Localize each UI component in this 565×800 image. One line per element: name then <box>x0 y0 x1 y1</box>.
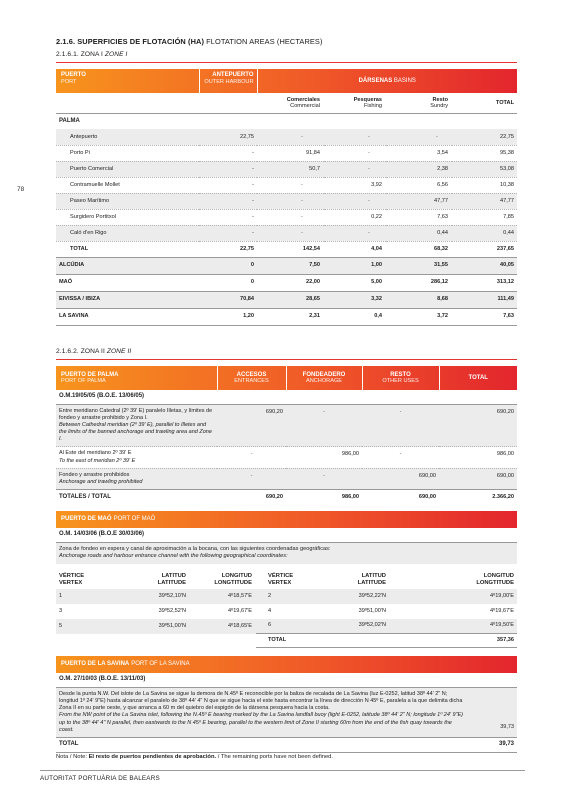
zone2-row-res: 690,00 <box>362 468 439 489</box>
mao-h-lon-r-es: LONGITUD <box>483 572 514 579</box>
footnote <box>56 754 333 761</box>
z2-total-fon: 986,00 <box>341 494 359 501</box>
header-ante: ANTEPUERTO <box>212 72 254 79</box>
mao-vertex-right: 2 <box>268 592 272 599</box>
h-accesos <box>217 366 286 390</box>
palma-row-com: - <box>257 193 324 209</box>
port-row-com: 22,00 <box>306 279 320 286</box>
footer-divider <box>40 770 525 771</box>
port-row-pes: 3,32 <box>371 296 382 303</box>
palma-om-row <box>56 390 517 404</box>
z2-total-label: TOTALES / TOTAL <box>59 493 111 500</box>
palma-row <box>56 129 517 145</box>
palma-row <box>56 225 517 241</box>
mao-total-label: TOTAL <box>256 634 447 648</box>
zone2-palma-row <box>56 447 517 468</box>
subheader-com-en: Commercial <box>290 103 320 110</box>
palma-row-total: 47,77 <box>452 193 517 209</box>
palma-total-ante: 22,75 <box>240 245 254 252</box>
palma-row-pes: - <box>324 225 386 241</box>
header-darsenas: DÁRSENAS <box>358 78 393 85</box>
mao-h-lon-l <box>186 571 256 589</box>
palma-row-name: Contramuelle Mollet <box>56 177 199 193</box>
mao-h-lon-r-en: LONGTITUDE <box>476 579 514 586</box>
port-row-total: 111,49 <box>497 296 514 303</box>
palma-row-name: Porto Pi <box>56 145 199 161</box>
port-row <box>56 291 517 308</box>
note-label: Nota / Note: <box>56 754 87 760</box>
mao-lat-left: 39º52,52'N <box>158 607 186 614</box>
zone2-row-acc: - <box>217 447 286 468</box>
savina-total-label: TOTAL <box>59 741 79 748</box>
mao-vertex-left: 5 <box>59 622 63 629</box>
savina-value: 39,73 <box>500 723 514 730</box>
palma-row-total: 53,08 <box>452 161 517 177</box>
palma-row-total: 95,38 <box>452 145 517 161</box>
mao-h-lat-l-en: LATITUDE <box>157 579 186 586</box>
zone2-palma-total-row <box>56 489 517 505</box>
zone1-table <box>56 69 517 326</box>
port-row <box>56 274 517 291</box>
zone1-header-ante <box>199 69 257 93</box>
palma-row-res: 2,38 <box>386 161 452 177</box>
mao-h-vertex-l-en: VERTEX <box>59 579 83 586</box>
palma-total-com: 142,54 <box>302 245 320 252</box>
palma-row-name: Paseo Marítimo <box>56 193 199 209</box>
section-code: 2.1.6. <box>56 37 76 46</box>
port-row-name: LA SAVINA <box>59 313 89 320</box>
header-puerto: PUERTO <box>61 72 86 79</box>
zone2-title <box>56 348 517 356</box>
mao-coord-row <box>56 589 517 604</box>
palma-row-total: 22,75 <box>452 129 517 145</box>
mao-total-row <box>56 634 517 648</box>
zone2-title-es: 2.1.6.2. ZONA II <box>56 347 105 355</box>
savina-total-value: 39,73 <box>498 741 514 748</box>
zone1-title <box>56 51 517 59</box>
h-fondeadero <box>286 366 362 390</box>
mao-coord-row <box>56 619 517 634</box>
mao-h-vertex-r-es: VÉRTICE <box>268 572 294 579</box>
mao-h-vertex-r <box>256 571 316 589</box>
zone2-palma-row-desc <box>56 404 217 447</box>
mao-om: O.M. 14/03/06 (B.O.E 30/03/06) <box>56 528 517 543</box>
port-row-com: 28,65 <box>306 296 320 303</box>
mao-lat-right: 39º51,00'N <box>358 607 386 614</box>
mao-title-en: PORT OF MAÓ <box>113 516 156 523</box>
zone2-palma-header <box>56 366 517 390</box>
palma-row-com: - <box>257 209 324 225</box>
savina-header-bar <box>56 656 517 673</box>
mao-vertex-left: 3 <box>59 607 63 614</box>
palma-row-ante: - <box>199 193 257 209</box>
palma-row-com: 91,84 <box>257 145 324 161</box>
note-en: / The remaining ports have not been defined. <box>217 754 334 760</box>
row-desc-en: To the east of meridian 2º 39' E <box>59 457 136 464</box>
palma-row <box>56 209 517 225</box>
palma-label: PALMA <box>59 117 80 124</box>
h-port-palma-es: PUERTO DE PALMA <box>61 371 119 378</box>
savina-desc-es: Desde la punta N.W. Del islote de La Savina se sigue la demora de N.45º E reconocible por la baliza de recalada de La Savina (luz E-0252, latitud 38º 44' 2" N; longitud 1º 24' 9"E) hasta alcanzar el paralelo de 38º 44' 4" N que se sigue hacia el este hasta encontrar la línea de dirección N 45º E, paralela a la que delimita dicha Zona II en su parte oeste, y que arranca a 60 m del quiebro del espigón de la dársena pesquera hacia la costa. <box>59 690 463 712</box>
palma-row-com: - <box>257 129 324 145</box>
mao-h-lat-r <box>316 571 386 589</box>
subheader-res-en: Sundry <box>430 103 448 110</box>
zone2-rule <box>56 359 517 360</box>
mao-h-lat-l-es: LATITUD <box>161 572 186 579</box>
zone2-palma-rows <box>56 404 517 489</box>
mao-lon-left: 4º19,67'E <box>228 607 252 614</box>
palma-row-pes: 0,22 <box>324 209 386 225</box>
port-row-ante: 70,84 <box>240 296 254 303</box>
zone1-header-port <box>56 69 199 93</box>
port-row-total: 7,63 <box>503 313 514 320</box>
subheader-resto <box>386 93 452 113</box>
palma-row-pes: - <box>324 193 386 209</box>
zone2-row-res: - <box>362 404 439 447</box>
palma-rows <box>56 129 517 257</box>
mao-coord-row <box>56 604 517 619</box>
header-ante-en: OUTER HARBOUR <box>204 79 254 86</box>
palma-row-res: 6,56 <box>386 177 452 193</box>
row-desc-es: Al Este del meridiano 2º 39' E <box>59 450 132 457</box>
palma-row-ante: - <box>199 209 257 225</box>
mao-lon-left: 4º18,65'E <box>228 622 252 629</box>
mao-desc-en: Anchorage roads and harbour entrance channel with the following geographical coordinates: <box>59 553 288 560</box>
port-row-total: 313,12 <box>496 279 514 286</box>
palma-label-row <box>56 113 517 129</box>
mao-coords-rows <box>56 589 517 634</box>
h-fon-en: ANCHORAGE <box>305 378 343 385</box>
palma-row-total: 10,38 <box>452 177 517 193</box>
zone1-header-row <box>56 69 517 93</box>
h-acc-en: ENTRANCES <box>234 378 269 385</box>
port-row-com: 2,31 <box>309 313 320 320</box>
palma-row-pes: - <box>324 129 386 145</box>
zone2-row-fon: 986,00 <box>286 447 362 468</box>
port-row-name: MAÓ <box>59 279 73 286</box>
h-port-palma-en: PORT OF PALMA <box>61 378 106 385</box>
zone2-palma-table <box>56 366 517 505</box>
mao-vertex-right: 4 <box>268 607 272 614</box>
h-total: TOTAL <box>439 366 517 390</box>
palma-row-ante: - <box>199 161 257 177</box>
port-row <box>56 257 517 274</box>
subheader-comerciales <box>257 93 324 113</box>
zone1-title-en: ZONE I <box>104 51 128 59</box>
mao-header-bar <box>56 511 517 528</box>
mao-vertex-left: 1 <box>59 592 63 599</box>
port-row-ante: 0 <box>250 262 254 269</box>
port-row <box>56 308 517 325</box>
port-row-res: 3,72 <box>437 313 448 320</box>
savina-title-es: PUERTO DE LA SAVINA <box>61 660 130 667</box>
palma-row-name: Puerto Comercial <box>56 161 199 177</box>
mao-h-vertex-l-es: VÉRTICE <box>59 572 85 579</box>
palma-row-pes: - <box>324 161 386 177</box>
mao-desc-es: Zona de fondeo en espera y canal de aproximación a la bocana, con las siguientes coordenadas geográficas: <box>59 545 331 552</box>
palma-row-pes: 3,92 <box>324 177 386 193</box>
palma-row-res: 0,44 <box>386 225 452 241</box>
zone2-row-res: - <box>362 447 439 468</box>
port-row-res: 31,55 <box>434 262 448 269</box>
mao-lon-right: 4º19,67'E <box>490 607 514 614</box>
palma-row-com: - <box>257 225 324 241</box>
port-row-name: EIVISSA / IBIZA <box>59 296 101 303</box>
port-row-name: ALCÚDIA <box>59 262 85 269</box>
row-desc-en: Between Cathedral meridian (2º 39' E), parallel to Illetes and the limits of the banned anchorage and trawling area and Zone I. <box>59 422 212 443</box>
palma-row <box>56 145 517 161</box>
palma-row-res: 7,63 <box>386 209 452 225</box>
savina-title-en: PORT OF LA SAVINA <box>131 660 190 667</box>
mao-h-lon-r <box>447 571 517 589</box>
mao-description <box>56 543 517 564</box>
mao-h-lat-r-es: LATITUD <box>361 572 386 579</box>
mao-vertex-right: 6 <box>268 622 272 629</box>
savina-description <box>56 688 517 738</box>
palma-row-res: 3,54 <box>386 145 452 161</box>
zone2-palma-row-desc <box>56 468 217 489</box>
h-acc-es: ACCESOS <box>236 371 267 378</box>
port-row-total: 40,05 <box>500 262 514 269</box>
h-resto <box>362 366 439 390</box>
palma-row-name: Caló d'en Rigo <box>56 225 199 241</box>
footer-publisher: AUTORITAT PORTUÀRIA DE BALEARS <box>40 775 160 782</box>
subheader-pes-en: Fishing <box>363 103 382 110</box>
port-row-pes: 0,4 <box>374 313 382 320</box>
palma-row-ante: 22,75 <box>199 129 257 145</box>
mao-lon-right: 4º19,50'E <box>490 622 514 629</box>
row-desc-en: Anchorage and trawling prohibited <box>59 478 143 485</box>
row-desc-es: Entre meridiano Catedral (2º 39' E) paralelo Illetas, y límites de fondeo y arrastre prohibido y Zona I. <box>59 407 213 421</box>
mao-coords-header <box>56 571 517 589</box>
z2-total-tot: 2.366,20 <box>492 494 514 501</box>
mao-lon-right: 4º19,00'E <box>490 592 514 599</box>
palma-row-com: 50,7 <box>257 161 324 177</box>
palma-row-pes: - <box>324 145 386 161</box>
mao-h-vertex-r-en: VERTEX <box>268 579 292 586</box>
palma-row-ante: - <box>199 225 257 241</box>
z2-total-res: 690,00 <box>418 494 436 501</box>
palma-row <box>56 177 517 193</box>
palma-row-ante: - <box>199 177 257 193</box>
section-title <box>56 37 517 46</box>
palma-total-row <box>56 241 517 257</box>
port-row-ante: 0 <box>250 279 254 286</box>
palma-total-res: 68,32 <box>434 245 448 252</box>
palma-row <box>56 193 517 209</box>
mao-coords-table <box>56 571 517 649</box>
mao-h-lat-r-en: LATITUDE <box>357 579 386 586</box>
page-number: 78 <box>17 186 25 193</box>
zone2-row-acc: - <box>217 468 286 489</box>
zone2-row-total: 690,20 <box>439 404 517 447</box>
palma-row-name: Surgidero Portitxol <box>56 209 199 225</box>
header-darsenas-en: BASINS <box>393 78 416 85</box>
palma-row <box>56 161 517 177</box>
section-title-en: FLOTATION AREAS (HECTARES) <box>206 37 323 46</box>
zone1-header-darsenas <box>257 69 517 93</box>
subheader-com-es: Comerciales <box>286 97 320 104</box>
mao-lat-left: 39º51,00'N <box>158 622 186 629</box>
zone1-title-es: 2.1.6.1. ZONA I <box>56 51 103 59</box>
zone2-row-acc: 690,20 <box>217 404 286 447</box>
palma-row-res: - <box>386 129 452 145</box>
subheader-pesqueras <box>324 93 386 113</box>
zone2-row-total: 690,00 <box>439 468 517 489</box>
zone1-rule <box>56 62 517 63</box>
savina-om: O.M. 27/10/03 (B.O.E. 13/11/03) <box>56 673 517 688</box>
h-port-palma <box>56 366 217 390</box>
palma-row-res: 47,77 <box>386 193 452 209</box>
palma-row-name: Antepuerto <box>56 129 199 145</box>
port-row-res: 8,68 <box>437 296 448 303</box>
palma-row-ante: - <box>199 145 257 161</box>
savina-total-row <box>56 737 517 753</box>
mao-title-es: PUERTO DE MAÓ <box>61 516 112 523</box>
port-row-res: 286,12 <box>430 279 448 286</box>
palma-om: O.M.19/05/05 (B.O.E. 13/06/05) <box>56 390 517 404</box>
mao-lat-right: 39º52,02'N <box>358 622 386 629</box>
palma-row-com: - <box>257 177 324 193</box>
palma-row-total: 7,85 <box>452 209 517 225</box>
header-port-en: PORT <box>61 79 77 86</box>
zone2-title-en: ZONE II <box>106 347 132 355</box>
zone2-row-fon: - <box>286 468 362 489</box>
palma-total-tot: 237,65 <box>496 245 514 252</box>
h-fon-es: FONDEADERO <box>302 371 346 378</box>
mao-h-lon-l-en: LONGTITUDE <box>214 579 252 586</box>
mao-lat-right: 39º52,22'N <box>358 592 386 599</box>
port-row-com: 7,50 <box>309 262 320 269</box>
zone2-palma-row <box>56 404 517 447</box>
port-row-ante: 1,20 <box>243 313 254 320</box>
zone2-palma-row <box>56 468 517 489</box>
savina-desc-en: From the NW point of the La Savina islet, following the N.45º E bearing marked by the La Savina landfall buoy (light E-0252, latitude 38º 44' 2" N; longitude 1º 24' 9"E) up to the 38º 44' 4" N parallel, then eastwards to the N 45º E bearing, parallel to the western limit of Zone II starting 60m from the end of the fish quay towards the coast. <box>59 712 463 733</box>
h-res-es: RESTO <box>390 371 411 378</box>
section-title-es: SUPERFICIES DE FLOTACIÓN (HA) <box>77 37 205 46</box>
palma-total-label: TOTAL <box>70 245 89 252</box>
zone2-row-fon: - <box>286 404 362 447</box>
mao-h-vertex-l <box>56 571 116 589</box>
zone2-palma-row-desc <box>56 447 217 468</box>
port-row-pes: 1,00 <box>371 262 382 269</box>
mao-lat-left: 39º52,10'N <box>158 592 186 599</box>
mao-h-lon-l-es: LONGITUD <box>221 572 252 579</box>
mao-lon-left: 4º18,57'E <box>228 592 252 599</box>
subheader-pes-es: Pesqueras <box>353 97 382 104</box>
zone1-subheader-row <box>56 93 517 113</box>
subheader-res-es: Resto <box>432 97 448 104</box>
port-row-pes: 5,00 <box>371 279 382 286</box>
mao-total-value: 357,36 <box>447 634 517 648</box>
zone2-row-total: 986,00 <box>439 447 517 468</box>
mao-h-lat-l <box>116 571 186 589</box>
subheader-total: TOTAL <box>495 99 514 106</box>
row-desc-es: Fondeo y arrastre prohibidos <box>59 471 130 478</box>
palma-total-pes: 4,04 <box>371 245 382 252</box>
h-res-en: OTHER USES <box>382 378 419 385</box>
palma-row-total: 0,44 <box>452 225 517 241</box>
note-es: El resto de puertos pendientes de aprobación. <box>88 754 217 760</box>
page-content <box>56 37 517 753</box>
port-rows <box>56 257 517 325</box>
z2-total-acc: 690,20 <box>265 494 283 501</box>
